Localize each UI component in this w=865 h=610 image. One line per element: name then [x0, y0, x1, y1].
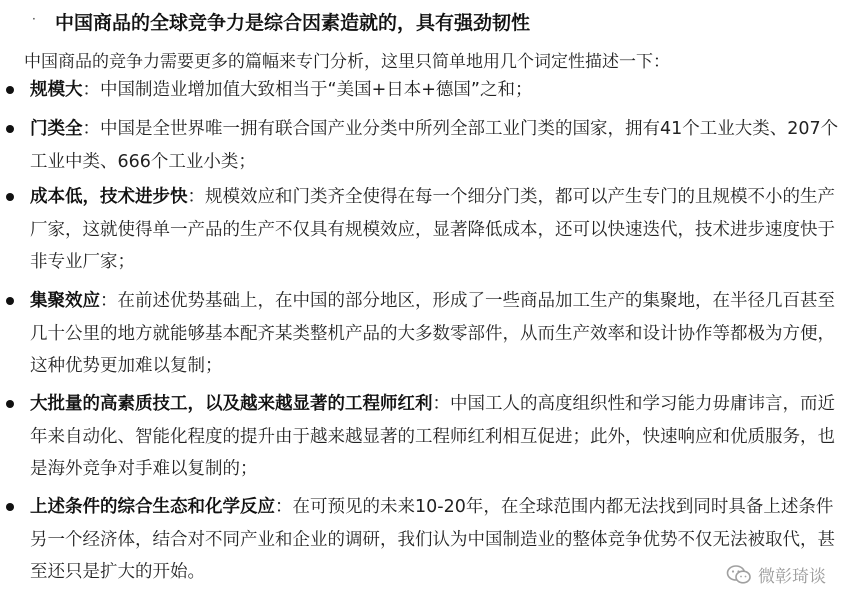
item-text: ：规模效应和门类齐全使得在每一个细分门类，都可以产生专门的且规模不小的生产厂家，这就使得单一产品的生产不仅具有规模效应，显著降低成本，还可以快速迭代，技术进步速度快于非专业厂家； — [30, 187, 835, 272]
watermark-text: 微彰琦谈 — [758, 567, 826, 587]
item-term: 门类全 — [30, 119, 83, 139]
list-item — [30, 491, 845, 589]
item-text: ：中国工人的高度组织性和学习能力毋庸讳言，而近年来自动化、智能化程度的提升由于越来越显著的工程师红利相互促进；此外，快速响应和优质服务，也是海外竞争对手难以复制的； — [30, 394, 835, 479]
intro-paragraph: 中国商品的竞争力需要更多的篇幅来专门分析，这里只简单地用几个词定性描述一下： — [24, 52, 670, 72]
bullet-icon — [6, 86, 14, 94]
item-term: 成本低，技术进步快 — [30, 187, 188, 207]
item-term: 大批量的高素质技工，以及越来越显著的工程师红利 — [30, 394, 433, 414]
item-term: 集聚效应 — [30, 291, 100, 311]
list-item — [30, 113, 845, 178]
list-item — [30, 74, 845, 107]
item-text: ：在可预见的未来10-20年，在全球范围内都无法找到同时具备上述条件另一个经济体，结合对不同产业和企业的调研，我们认为中国制造业的整体竞争优势不仅无法被取代，甚至还只是扩大的开始。 — [30, 497, 835, 582]
title-marker: · — [32, 12, 36, 26]
list-item — [30, 285, 845, 383]
item-text: ：中国是全世界唯一拥有联合国产业分类中所列全部工业门类的国家，拥有41个工业大类、207个工业中类、666个工业小类； — [30, 119, 839, 172]
watermark — [726, 562, 826, 587]
bullet-icon — [6, 400, 14, 408]
document-title: 中国商品的全球竞争力是综合因素造就的，具有强劲韧性 — [55, 12, 531, 34]
item-term: 规模大 — [30, 80, 83, 100]
item-term: 上述条件的综合生态和化学反应 — [30, 497, 275, 517]
wechat-icon — [726, 564, 752, 586]
item-text: ：中国制造业增加值大致相当于“美国+日本+德国”之和； — [82, 80, 533, 100]
list-item — [30, 181, 845, 279]
item-text: ：在前述优势基础上，在中国的部分地区，形成了一些商品加工生产的集聚地，在半径几百甚至几十公里的地方就能够基本配齐某类整机产品的大多数零部件，从而生产效率和设计协作等都极为方便，这种优势更加难以复制； — [30, 291, 835, 376]
bullet-icon — [6, 297, 14, 305]
bullet-icon — [6, 193, 14, 201]
bullet-icon — [6, 125, 14, 133]
bullet-icon — [6, 503, 14, 511]
list-item — [30, 388, 845, 486]
